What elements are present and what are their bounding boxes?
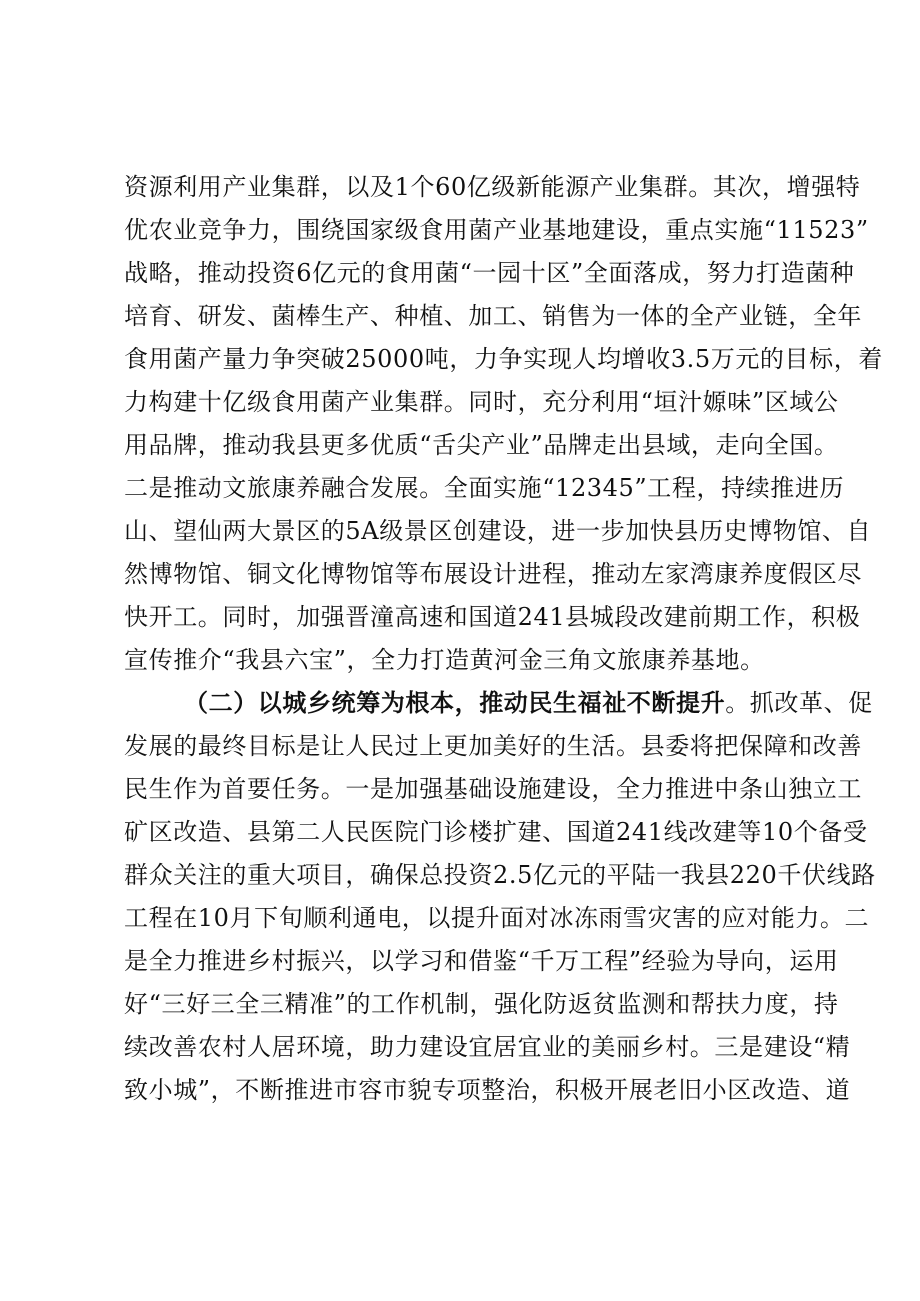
section-heading-line (124, 682, 873, 725)
text-line: 群众关注的重大项目，确保总投资2.5亿元的平陆一我县220千伏线路 (124, 861, 876, 889)
text-line: 资源利用产业集群，以及1个60亿级新能源产业集群。其次，增强特 (124, 173, 861, 201)
text-line: 快开工。同时，加强晋潼高速和国道241县城段改建前期工作，积极 (124, 603, 861, 631)
text-line: 发展的最终目标是让人民过上更加美好的生活。县委将把保障和改善 (124, 732, 862, 760)
text-line: 民生作为首要任务。一是加强基础设施建设，全力推进中条山独立工 (124, 775, 862, 803)
section-heading: （二）以城乡统筹为根本，推动民生福祉不断提升 (184, 689, 726, 717)
text-line: 食用菌产量力争突破25000吨，力争实现人均增收3.5万元的目标，着 (124, 345, 883, 373)
text-line: 好“三好三全三精准”的工作机制，强化防返贫监测和帮扶力度，持 (124, 990, 839, 1018)
text-line: 战略，推动投资6亿元的食用菌“一园十区”全面落成，努力打造菌种 (124, 259, 855, 287)
text-line: 矿区改造、县第二人民医院门诊楼扩建、国道241线改建等10个备受 (124, 818, 868, 846)
document-body (124, 166, 883, 1112)
text-line: 优农业竞争力，围绕国家级食用菌产业基地建设，重点实施“11523” (124, 216, 869, 244)
text-line: 工程在10月下旬顺利通电，以提升面对冰冻雨雪灾害的应对能力。二 (124, 904, 870, 932)
text-line: 然博物馆、铜文化博物馆等布展设计进程，推动左家湾康养度假区尽 (124, 560, 862, 588)
text-line: 宣传推介“我县六宝”，全力打造黄河金三角文旅康养基地。 (124, 646, 765, 674)
text-line: 山、望仙两大景区的5A级景区创建设，进一步加快县历史博物馆、自 (124, 517, 872, 545)
text-line: 培育、研发、菌棒生产、种植、加工、销售为一体的全产业链，全年 (124, 302, 862, 330)
heading-continuation: 。抓改革、促 (725, 689, 873, 717)
paragraph-industry (124, 166, 883, 682)
text-line: 二是推动文旅康养融合发展。全面实施“12345”工程，持续推进历 (124, 474, 845, 502)
text-line: 续改善农村人居环境，助力建设宜居宜业的美丽乡村。三是建设“精 (124, 1033, 851, 1061)
text-line: 是全力推进乡村振兴，以学习和借鉴“千万工程”经验为导向，运用 (124, 947, 839, 975)
text-line: 致小城”，不断推进市容市貌专项整治，积极开展老旧小区改造、道 (124, 1076, 851, 1104)
text-line: 力构建十亿级食用菌产业集群。同时，充分利用“垣汁嫄味”区域公 (124, 388, 839, 416)
text-line: 用品牌，推动我县更多优质“舌尖产业”品牌走出县域，走向全国。 (124, 431, 839, 459)
paragraph-livelihood (124, 682, 876, 1112)
